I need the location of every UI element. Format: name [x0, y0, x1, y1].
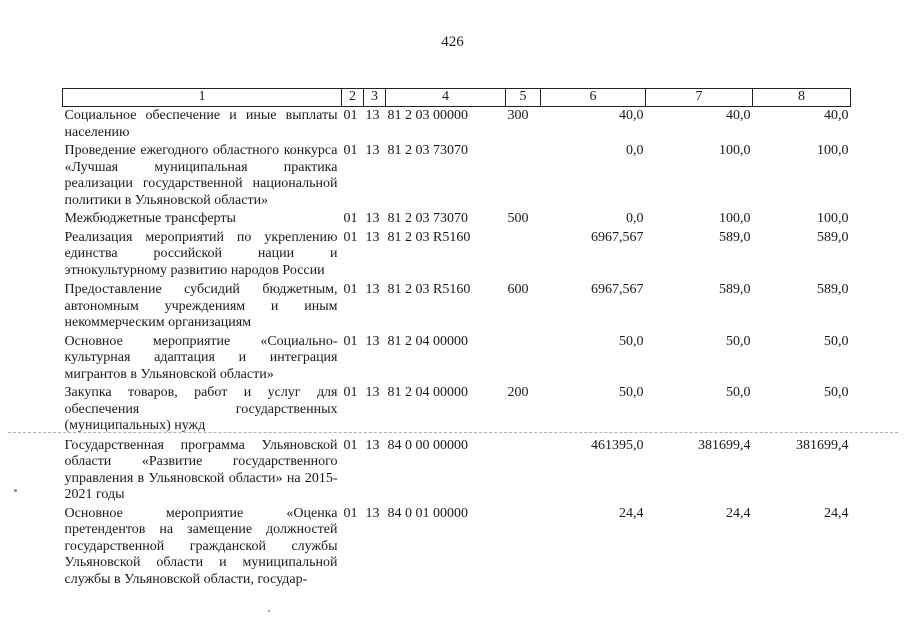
row-amount-8: 24,4 — [824, 505, 849, 521]
row-target-code: 81 2 04 00000 — [387, 385, 468, 400]
row-amount-6: 6967,567 — [591, 282, 644, 297]
header-col-3: 3 — [364, 89, 386, 107]
row-subsection: 13 — [365, 505, 380, 521]
row-expense-type — [506, 229, 541, 281]
row-expense-type — [506, 505, 541, 590]
table-row — [63, 142, 851, 210]
row-target-code: 81 2 03 R5160 — [387, 229, 471, 245]
row-amount-7: 381699,4 — [698, 437, 751, 453]
table-row — [63, 436, 851, 505]
row-subsection: 13 — [365, 108, 380, 123]
row-name: Закупка товаров, работ и услуг для обеспечения государственных (муниципальных) нужд — [64, 385, 338, 433]
row-subsection: 13 — [365, 333, 380, 349]
budget-table — [62, 88, 851, 589]
row-amount-7: 24,4 — [726, 505, 751, 521]
row-amount-8: 100,0 — [817, 211, 849, 226]
row-section: 01 — [343, 505, 358, 521]
row-amount-8: 50,0 — [824, 333, 849, 349]
row-amount-7: 50,0 — [726, 333, 751, 349]
row-amount-8: 50,0 — [824, 385, 849, 400]
row-amount-7: 100,0 — [719, 143, 751, 158]
header-col-4: 4 — [386, 89, 506, 107]
row-name: Межбюджетные трансферты — [64, 211, 236, 226]
row-name: Реализация мероприятий по укреплению единства российской нации и этнокультурному развитию народов России — [64, 229, 338, 278]
row-subsection: 13 — [365, 229, 380, 245]
row-amount-6: 6967,567 — [591, 229, 644, 245]
row-target-code: 84 0 01 00000 — [387, 505, 468, 521]
row-amount-6: 40,0 — [619, 108, 644, 123]
header-col-8: 8 — [753, 89, 851, 107]
row-section: 01 — [343, 143, 358, 158]
row-target-code: 84 0 00 00000 — [387, 437, 468, 453]
table-row — [63, 333, 851, 385]
table-row — [63, 505, 851, 590]
table-row — [63, 107, 851, 143]
row-amount-7: 50,0 — [726, 385, 751, 400]
row-section: 01 — [343, 282, 358, 297]
row-amount-7: 589,0 — [719, 282, 751, 297]
row-amount-8: 589,0 — [817, 229, 849, 245]
row-section: 01 — [343, 385, 358, 400]
row-amount-7: 589,0 — [719, 229, 751, 245]
header-col-2: 2 — [342, 89, 364, 107]
row-target-code: 81 2 03 73070 — [387, 211, 468, 226]
scan-speck — [14, 489, 17, 492]
row-expense-type — [506, 436, 541, 505]
header-row — [63, 89, 851, 107]
row-amount-6: 461395,0 — [591, 437, 644, 453]
row-subsection: 13 — [365, 282, 380, 297]
row-section: 01 — [343, 108, 358, 123]
row-section: 01 — [343, 333, 358, 349]
row-subsection: 13 — [365, 385, 380, 400]
header-col-6: 6 — [541, 89, 646, 107]
row-expense-type: 600 — [507, 282, 529, 297]
table-row — [63, 210, 851, 229]
row-section: 01 — [343, 211, 358, 226]
row-name: Государственная программа Ульяновской области «Развитие государственного управления в Ульяновской области» на 2015-2021 годы — [64, 437, 338, 502]
row-name: Предоставление субсидий бюджетным, автономным учреждениям и иным некоммерческим организациям — [64, 282, 338, 330]
row-expense-type — [506, 142, 541, 210]
row-target-code: 81 2 03 R5160 — [387, 282, 471, 297]
page-number: 426 — [441, 34, 464, 50]
row-section: 01 — [343, 437, 358, 453]
row-subsection: 13 — [365, 211, 380, 226]
row-target-code: 81 2 04 00000 — [387, 333, 468, 349]
row-subsection: 13 — [365, 143, 380, 158]
row-amount-8: 40,0 — [824, 108, 849, 123]
row-expense-type — [506, 333, 541, 385]
row-name: Основное мероприятие «Оценка претендентов на замещение должностей государственной гражданской службы Ульяновской области и муниципальной службы в Ульяновской области, государ- — [64, 505, 338, 587]
row-expense-type: 300 — [507, 108, 529, 123]
table-row — [63, 229, 851, 281]
row-expense-type: 200 — [507, 385, 529, 400]
row-amount-6: 50,0 — [619, 385, 644, 400]
row-amount-8: 100,0 — [817, 143, 849, 158]
row-target-code: 81 2 03 73070 — [387, 143, 468, 158]
header-col-7: 7 — [646, 89, 753, 107]
scan-speck — [268, 610, 270, 612]
row-subsection: 13 — [365, 437, 380, 453]
row-amount-7: 40,0 — [726, 108, 751, 123]
row-name: Основное мероприятие «Социально-культурная адаптация и интеграция мигрантов в Ульяновской области» — [64, 333, 338, 382]
row-amount-7: 100,0 — [719, 211, 751, 226]
header-col-1: 1 — [63, 89, 342, 107]
table-header — [63, 89, 851, 107]
row-amount-6: 24,4 — [619, 505, 644, 521]
row-amount-6: 50,0 — [619, 333, 644, 349]
row-amount-6: 0,0 — [626, 143, 644, 158]
row-section: 01 — [343, 229, 358, 245]
header-col-5: 5 — [506, 89, 541, 107]
row-amount-6: 0,0 — [626, 211, 644, 226]
row-name: Социальное обеспечение и иные выплаты населению — [64, 108, 338, 140]
row-amount-8: 381699,4 — [796, 437, 849, 453]
table-body — [63, 107, 851, 590]
table-row — [63, 280, 851, 333]
row-amount-8: 589,0 — [817, 282, 849, 297]
row-name: Проведение ежегодного областного конкурса «Лучшая муниципальная практика реализации государственной национальной политики в Ульяновской области» — [64, 143, 338, 208]
table-row — [63, 384, 851, 436]
row-expense-type: 500 — [507, 211, 529, 226]
row-target-code: 81 2 03 00000 — [387, 108, 468, 123]
